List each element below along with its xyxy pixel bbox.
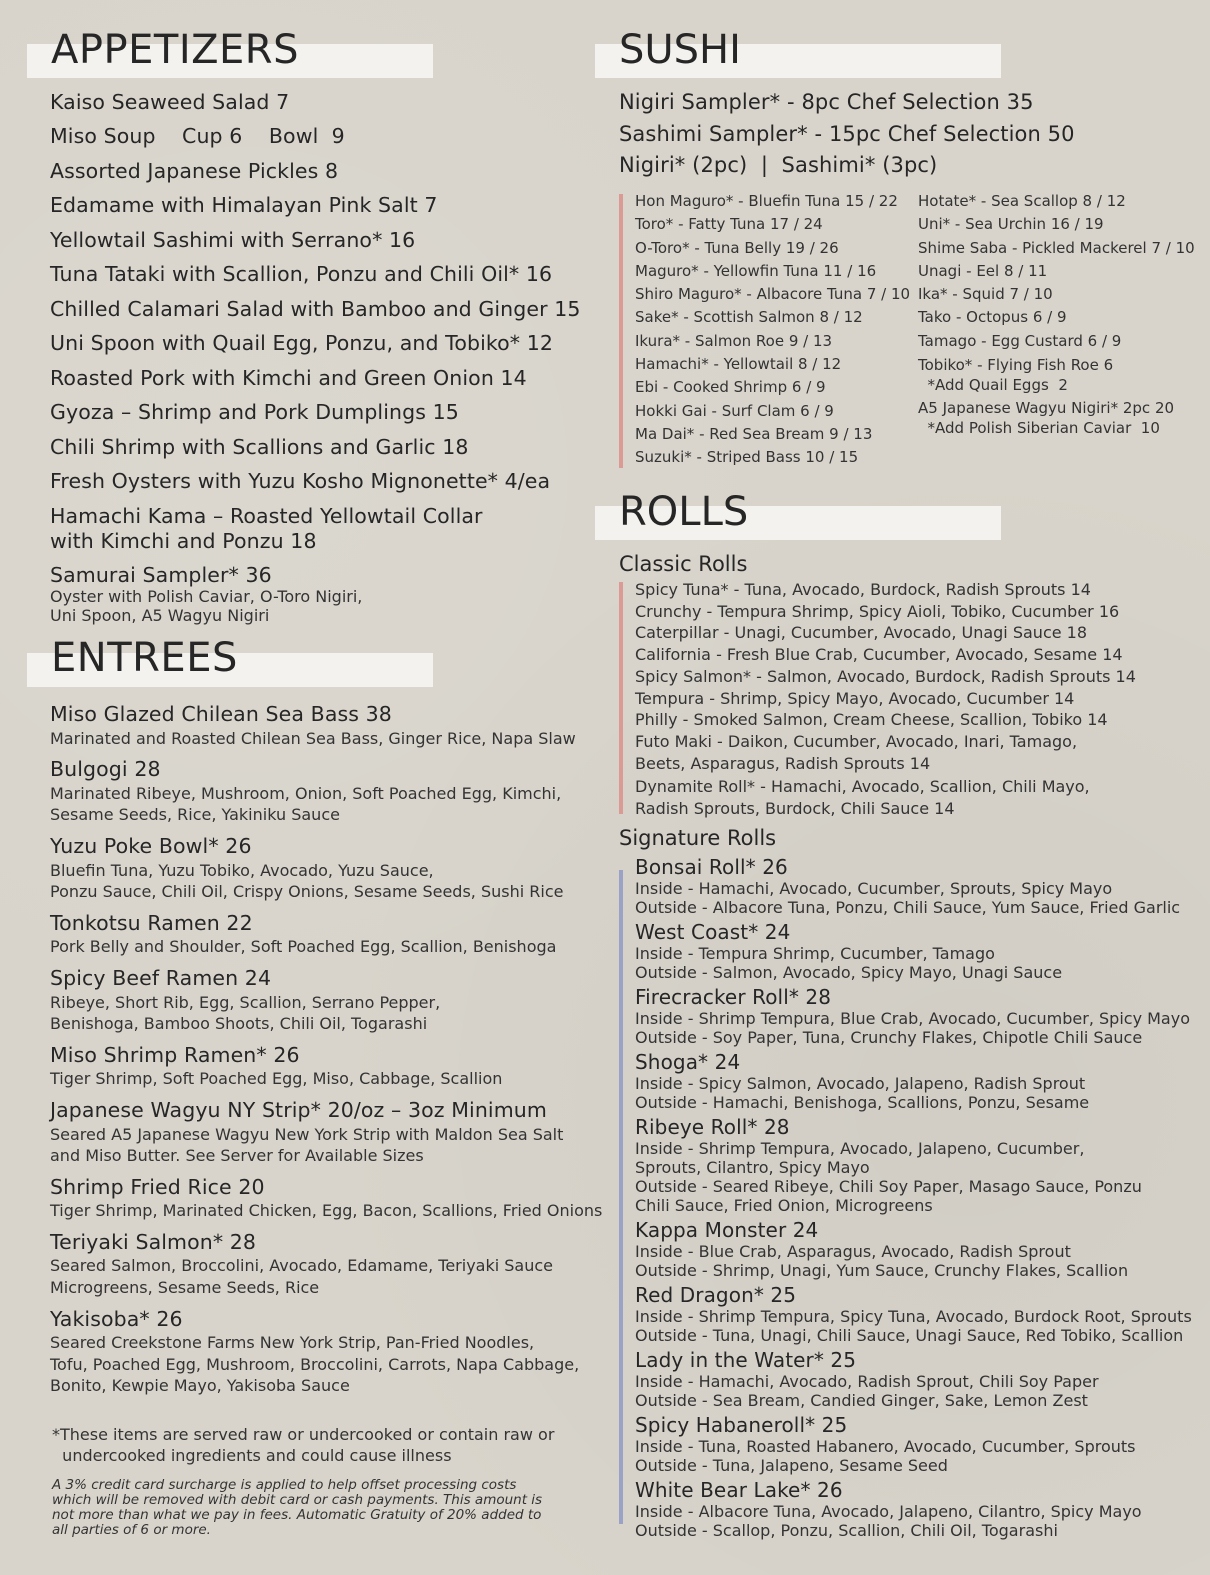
entree-item [50,757,610,826]
list-item: Hamachi* - Yellowtail 8 / 12 [635,355,842,374]
roll-desc: Chili Sauce, Fried Onion, Microgreens [635,1196,933,1215]
list-item: Tuna Tataki with Scallion, Ponzu and Chili Oil* 16 [50,262,553,287]
entree-desc: Ribeye, Short Rib, Egg, Scallion, Serrano Pepper, [50,992,441,1012]
entree-item [50,1043,610,1090]
roll-name: Shoga* 24 [635,1050,741,1074]
roll-desc: Inside - Shrimp Tempura, Spicy Tuna, Avocado, Burdock Root, Sprouts [635,1307,1192,1326]
roll-desc: Outside - Tuna, Jalapeno, Sesame Seed [635,1456,948,1475]
list-item: Beets, Asparagus, Radish Sprouts 14 [635,753,931,773]
list-item: Dynamite Roll* - Hamachi, Avocado, Scallion, Chili Mayo, [635,777,1090,797]
roll-desc: Inside - Hamachi, Avocado, Radish Sprout, Chili Soy Paper [635,1372,1099,1391]
list-item: Shiro Maguro* - Albacore Tuna 7 / 10 [635,285,911,304]
sushi-header [595,28,1005,88]
rolls-title: ROLLS [619,489,749,535]
roll-desc: Outside - Soy Paper, Tuna, Crunchy Flakes, Chipotle Chili Sauce [635,1028,1143,1047]
surcharge-line: A 3% credit card surcharge is applied to help offset processing costs [52,1477,517,1493]
signature-roll [635,1116,1205,1215]
list-item: Shime Saba - Pickled Mackerel 7 / 10 [918,238,1195,257]
list-item: Ma Dai* - Red Sea Bream 9 / 13 [635,424,873,443]
signature-roll [635,986,1205,1047]
roll-name: White Bear Lake* 26 [635,1478,843,1502]
signature-roll [635,856,1205,917]
list-item: Assorted Japanese Pickles 8 [50,158,339,183]
entree-name: Miso Glazed Chilean Sea Bass 38 [50,702,392,726]
list-item: Hon Maguro* - Bluefin Tuna 15 / 22 [635,192,898,210]
roll-desc: Outside - Hamachi, Benishoga, Scallions, Ponzu, Sesame [635,1093,1090,1112]
list-item: Sashimi Sampler* - 15pc Chef Selection 50 [619,121,1075,146]
raw-food-notice [52,1425,572,1467]
roll-desc: Sprouts, Cilantro, Spicy Mayo [635,1158,870,1177]
sushi-samplers [619,90,1075,185]
appetizers-title: APPETIZERS [51,27,299,73]
signature-rolls-list [635,856,1205,1544]
roll-desc: Inside - Blue Crab, Asparagus, Avocado, Radish Sprout [635,1242,1071,1261]
signature-divider [619,870,623,1524]
roll-name: Kappa Monster 24 [635,1218,819,1242]
list-item: Nigiri* (2pc) | Sashimi* (3pc) [619,153,938,178]
list-item: California - Fresh Blue Crab, Cucumber, Avocado, Sesame 14 [635,645,1123,665]
entree-desc: Ponzu Sauce, Chili Oil, Crispy Onions, Sesame Seeds, Sushi Rice [50,882,564,902]
entree-name: Shrimp Fried Rice 20 [50,1174,265,1199]
entree-item [50,1098,610,1167]
roll-desc: Outside - Tuna, Unagi, Chili Sauce, Unagi Sauce, Red Tobiko, Scallion [635,1326,1184,1345]
roll-desc: Outside - Seared Ribeye, Chili Soy Paper, Masago Sauce, Ponzu [635,1177,1142,1196]
raw-notice-line: *These items are served raw or undercooked or contain raw or [52,1425,555,1444]
entree-desc: Marinated and Roasted Chilean Sea Bass, Ginger Rice, Napa Slaw [50,728,576,748]
entree-name: Bulgogi 28 [50,757,161,782]
entree-item [50,1175,610,1222]
roll-desc: Inside - Shrimp Tempura, Avocado, Jalapeno, Cucumber, [635,1139,1085,1158]
signature-rolls-title: Signature Rolls [619,826,777,850]
roll-desc: Outside - Sea Bream, Candied Ginger, Sake, Lemon Zest [635,1391,1088,1410]
list-item: Toro* - Fatty Tuna 17 / 24 [635,215,823,234]
entree-desc: Tofu, Poached Egg, Mushroom, Broccolini, Carrots, Napa Cabbage, [50,1354,580,1374]
entree-desc: Pork Belly and Shoulder, Soft Poached Egg, Scallion, Benishoga [50,937,557,957]
entree-desc: Seared A5 Japanese Wagyu New York Strip with Maldon Sea Salt [50,1124,564,1144]
signature-roll [635,921,1205,982]
surcharge-notice [52,1478,572,1538]
samurai-desc-1: Oyster with Polish Caviar, O-Toro Nigiri, [50,587,363,607]
samurai-sampler-item [50,563,610,626]
entree-name: Yuzu Poke Bowl* 26 [50,833,252,858]
list-item: Edamame with Himalayan Pink Salt 7 [50,193,438,218]
list-item: Ika* - Squid 7 / 10 [918,285,1053,304]
roll-desc: Inside - Albacore Tuna, Avocado, Jalapeno, Cilantro, Spicy Mayo [635,1502,1142,1521]
list-item: Miso Soup Cup 6 Bowl 9 [50,124,345,149]
entree-item [50,966,610,1035]
roll-desc: Inside - Tempura Shrimp, Cucumber, Tamago [635,944,995,963]
entree-name: Teriyaki Salmon* 28 [50,1229,257,1254]
entree-item [50,702,610,749]
list-item: Radish Sprouts, Burdock, Chili Sauce 14 [635,799,955,819]
list-item: Unagi - Eel 8 / 11 [918,261,1048,280]
list-item: Futo Maki - Daikon, Cucumber, Avocado, Inari, Tamago, [635,731,1078,751]
classic-rolls-title: Classic Rolls [619,552,748,576]
entree-desc: Marinated Ribeye, Mushroom, Onion, Soft Poached Egg, Kimchi, [50,783,562,803]
entree-desc: Microgreens, Sesame Seeds, Rice [50,1278,320,1298]
samurai-desc-2: Uni Spoon, A5 Wagyu Nigiri [50,606,270,626]
sushi-divider [619,194,623,468]
list-item: Spicy Salmon* - Salmon, Avocado, Burdock, Radish Sprouts 14 [635,666,1136,686]
list-item: Gyoza – Shrimp and Pork Dumplings 15 [50,400,459,425]
list-item: Tako - Octopus 6 / 9 [918,308,1067,327]
samurai-name: Samurai Sampler* 36 [50,562,272,587]
list-item: Maguro* - Yellowfin Tuna 11 / 16 [635,261,877,280]
list-item: Chilled Calamari Salad with Bamboo and Ginger 15 [50,296,581,321]
hamachi-kama-item [50,504,610,554]
appetizers-list [50,90,610,625]
list-item: Spicy Tuna* - Tuna, Avocado, Burdock, Radish Sprouts 14 [635,580,1091,599]
nigiri-list-left [635,190,910,470]
entree-desc: Bonito, Kewpie Mayo, Yakisoba Sauce [50,1376,350,1396]
entree-desc: Bluefin Tuna, Yuzu Tobiko, Avocado, Yuzu Sauce, [50,860,434,880]
roll-desc: Inside - Hamachi, Avocado, Cucumber, Sprouts, Spicy Mayo [635,879,1113,898]
entree-name: Spicy Beef Ramen 24 [50,965,272,990]
roll-desc: Inside - Shrimp Tempura, Blue Crab, Avocado, Cucumber, Spicy Mayo [635,1009,1190,1028]
entree-item [50,911,610,958]
list-item: Tobiko* - Flying Fish Roe 6 [918,356,1114,375]
entrees-title: ENTREES [51,635,238,681]
list-item: Fresh Oysters with Yuzu Kosho Mignonette* 4/ea [50,469,551,494]
entree-desc: Benishoga, Bamboo Shoots, Chili Oil, Togarashi [50,1014,428,1034]
entree-name: Yakisoba* 26 [50,1306,183,1331]
entree-item [50,1307,610,1397]
entree-desc: Seared Salmon, Broccolini, Avocado, Edamame, Teriyaki Sauce [50,1256,554,1276]
list-item: Roasted Pork with Kimchi and Green Onion 14 [50,365,527,390]
entree-name: Japanese Wagyu NY Strip* 20/oz – 3oz Minimum [50,1097,547,1122]
roll-name: Spicy Habaneroll* 25 [635,1413,848,1437]
roll-name: Red Dragon* 25 [635,1283,797,1307]
entrees-header [0,636,440,696]
signature-roll [635,1051,1205,1112]
list-item: O-Toro* - Tuna Belly 19 / 26 [635,238,839,257]
list-item: Ebi - Cooked Shrimp 6 / 9 [635,378,826,397]
roll-desc: Outside - Shrimp, Unagi, Yum Sauce, Crunchy Flakes, Scallion [635,1261,1129,1280]
roll-name: Bonsai Roll* 26 [635,855,788,879]
entree-desc: and Miso Butter. See Server for Available Sizes [50,1146,424,1166]
list-item: Chili Shrimp with Scallions and Garlic 18 [50,434,469,459]
surcharge-line: not more than what we pay in fees. Automatic Gratuity of 20% added to [52,1507,542,1524]
list-item: Sake* - Scottish Salmon 8 / 12 [635,308,863,327]
classic-rolls-list [635,579,1136,820]
entree-desc: Sesame Seeds, Rice, Yakiniku Sauce [50,805,340,825]
list-item: Tempura - Shrimp, Spicy Mayo, Avocado, Cucumber 14 [635,688,1075,708]
hamachi-line-1: Hamachi Kama – Roasted Yellowtail Collar [50,503,483,528]
list-item: Philly - Smoked Salmon, Cream Cheese, Scallion, Tobiko 14 [635,710,1108,730]
entree-desc: Tiger Shrimp, Soft Poached Egg, Miso, Cabbage, Scallion [50,1069,503,1089]
signature-roll [635,1219,1205,1280]
list-item: Caterpillar - Unagi, Cucumber, Avocado, Unagi Sauce 18 [635,623,1088,643]
entree-desc: Seared Creekstone Farms New York Strip, Pan-Fried Noodles, [50,1333,535,1353]
entree-name: Miso Shrimp Ramen* 26 [50,1042,300,1067]
roll-name: Ribeye Roll* 28 [635,1115,790,1139]
list-item: Uni Spoon with Quail Egg, Ponzu, and Tobiko* 12 [50,331,554,356]
list-item: Uni* - Sea Urchin 16 / 19 [918,215,1104,234]
list-item: Hotate* - Sea Scallop 8 / 12 [918,192,1126,210]
roll-name: West Coast* 24 [635,920,791,944]
roll-desc: Inside - Tuna, Roasted Habanero, Avocado, Cucumber, Sprouts [635,1437,1136,1456]
list-item: Tamago - Egg Custard 6 / 9 [918,331,1122,350]
entree-item [50,834,610,903]
surcharge-line: all parties of 6 or more. [52,1522,211,1539]
entree-item [50,1230,610,1299]
list-item: Hokki Gai - Surf Clam 6 / 9 [635,401,834,420]
classic-divider [619,582,623,814]
raw-notice-line: undercooked ingredients and could cause illness [52,1445,452,1465]
entree-name: Tonkotsu Ramen 22 [50,910,253,935]
roll-name: Firecracker Roll* 28 [635,985,832,1009]
list-item: Nigiri Sampler* - 8pc Chef Selection 35 [619,90,1034,114]
roll-desc: Outside - Albacore Tuna, Ponzu, Chili Sauce, Yum Sauce, Fried Garlic [635,898,1181,917]
entree-desc: Tiger Shrimp, Marinated Chicken, Egg, Bacon, Scallions, Fried Onions [50,1201,603,1221]
surcharge-line: which will be removed with debit card or cash payments. This amount is [52,1492,543,1509]
list-item: Yellowtail Sashimi with Serrano* 16 [50,227,416,252]
list-item: Ikura* - Salmon Roe 9 / 13 [635,331,833,350]
hamachi-line-2: with Kimchi and Ponzu 18 [50,528,317,553]
list-item: A5 Japanese Wagyu Nigiri* 2pc 20 [918,399,1175,418]
roll-desc: Outside - Scallop, Ponzu, Scallion, Chili Oil, Togarashi [635,1521,1058,1540]
roll-desc: Outside - Salmon, Avocado, Spicy Mayo, Unagi Sauce [635,963,1063,982]
list-item: *Add Polish Siberian Caviar 10 [918,419,1160,438]
list-item: Kaiso Seaweed Salad 7 [50,90,290,114]
list-item: Crunchy - Tempura Shrimp, Spicy Aioli, Tobiko, Cucumber 16 [635,601,1120,621]
nigiri-list-right [918,190,1195,438]
roll-name: Lady in the Water* 25 [635,1348,857,1372]
signature-roll [635,1349,1205,1410]
list-item: Suzuki* - Striped Bass 10 / 15 [635,448,859,467]
roll-desc: Inside - Spicy Salmon, Avocado, Jalapeno, Radish Sprout [635,1074,1086,1093]
list-item: *Add Quail Eggs 2 [918,376,1068,395]
sushi-title: SUSHI [619,27,741,73]
signature-roll [635,1414,1205,1475]
entrees-list [50,702,610,1405]
signature-roll [635,1284,1205,1345]
rolls-header [595,490,1005,550]
signature-roll [635,1479,1205,1540]
appetizers-header [0,28,440,88]
